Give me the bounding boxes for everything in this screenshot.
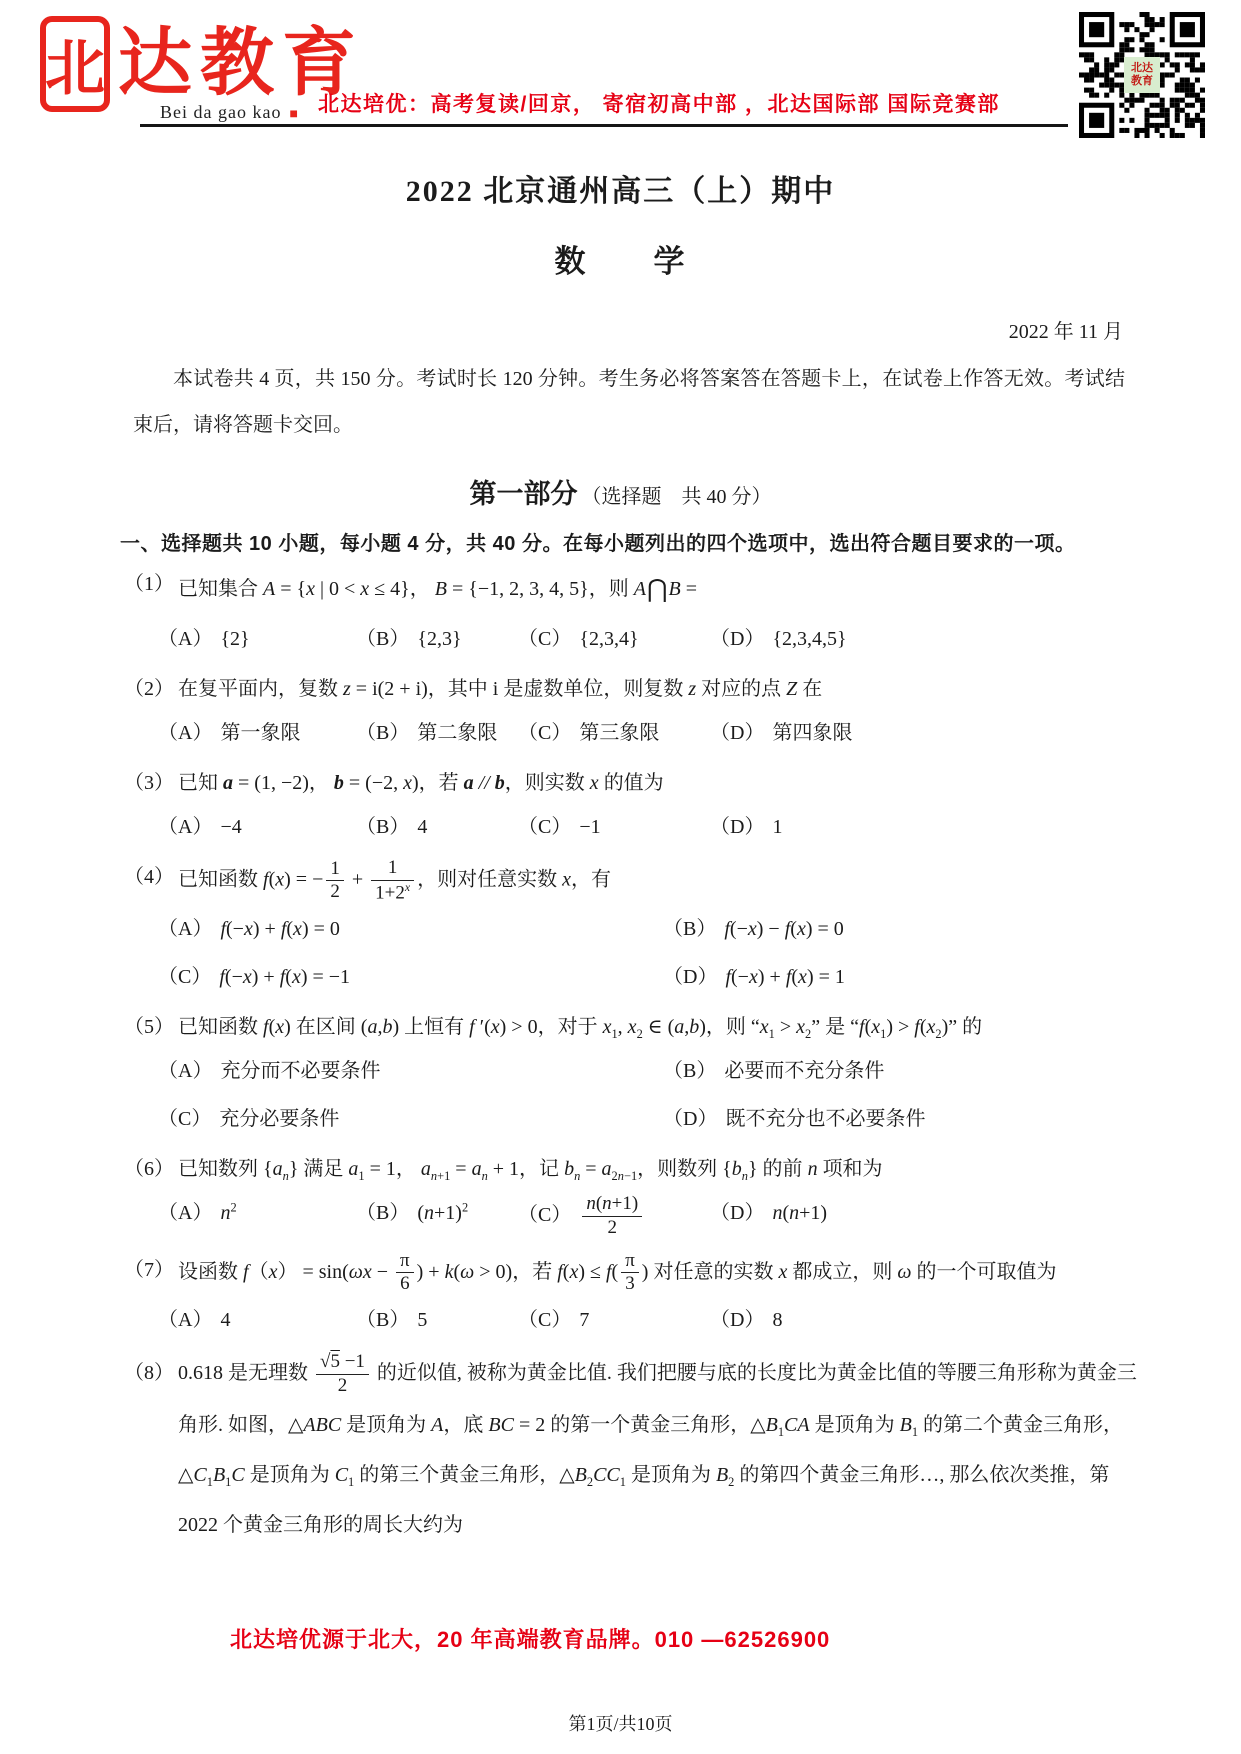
question-3 [124, 761, 1145, 849]
option-label: （B） [663, 917, 717, 940]
question-1 [124, 562, 1145, 661]
option-value: −1 [579, 816, 601, 838]
option-label: （D） [710, 816, 765, 838]
footer [0, 1623, 1241, 1754]
question-number: （4） [124, 866, 174, 888]
question-2-option-C [518, 711, 710, 755]
option-value: $n^2$ [220, 1200, 237, 1224]
option-value: 第一象限 [220, 722, 301, 744]
question-1-option-A [158, 617, 356, 661]
question-5-option-A [158, 1049, 663, 1093]
red-square-icon: ■ [289, 107, 299, 122]
option-value: {2} [220, 628, 250, 650]
question-7-options [158, 1298, 1145, 1342]
option-value: 5 [417, 1309, 428, 1332]
question-number: （1） [124, 573, 174, 595]
option-value: {2,3,4,5} [772, 628, 847, 650]
question-1-option-D [710, 617, 1145, 661]
question-1-option-C [518, 617, 710, 661]
option-value: 4 [417, 816, 428, 838]
option-value: 7 [579, 1309, 590, 1332]
exam-date: 2022 年 11 月 [1008, 321, 1123, 343]
option-label: （D） [710, 1201, 765, 1224]
option-label: （B） [356, 816, 410, 838]
question-3-option-A [158, 805, 356, 849]
option-label: （A） [158, 1201, 213, 1224]
question-3-options [158, 805, 1145, 849]
choice-instructions: 一、选择题共 10 小题，每小题 4 分，共 40 分。在每小题列出的四个选项中，选出符合题目要求的一项。 [120, 533, 1076, 555]
option-value: 4 [220, 1309, 231, 1332]
question-8 [124, 1348, 1145, 1550]
question-7-option-C [518, 1298, 710, 1342]
question-4-options [158, 907, 1145, 999]
option-label: （D） [710, 628, 765, 650]
question-4-option-A [158, 907, 663, 951]
logo-text: 达教育 [118, 23, 364, 105]
question-6-option-B [356, 1191, 518, 1242]
qr-label-line2: 教育 [1131, 75, 1153, 87]
option-label: （A） [158, 722, 213, 744]
option-value: 1 [772, 816, 783, 838]
option-value: f(−x) + f(x) = 1 [725, 965, 845, 988]
logo-seal: 北 [40, 16, 110, 112]
question-6-option-A [158, 1191, 356, 1242]
option-label: （C） [158, 965, 212, 988]
question-number: （3） [124, 772, 174, 794]
page-title: 2022 北京通州高三（上）期中 [405, 175, 836, 208]
question-3-option-D [710, 805, 1145, 849]
question-2-option-B [356, 711, 518, 755]
option-value: 第四象限 [772, 722, 853, 744]
logo-subtitle [160, 102, 299, 123]
logo-subtitle-text: Bei da gao kao [160, 102, 282, 122]
option-label: （D） [710, 1309, 765, 1332]
question-text: 在复平面内，复数 z = i(2 + i)，其中 i 是虚数单位，则复数 z 对应的点 Z 在 [178, 678, 823, 700]
option-label: （A） [158, 628, 213, 650]
question-1-option-B [356, 617, 518, 661]
header [0, 8, 1241, 144]
option-label: （C） [518, 722, 572, 744]
qr-code [1079, 12, 1205, 138]
option-value: f(−x) + f(x) = −1 [219, 965, 351, 988]
question-7 [124, 1248, 1145, 1343]
question-7-option-B [356, 1298, 518, 1342]
question-4-option-D [663, 955, 1145, 999]
question-2 [124, 667, 1145, 755]
question-text: 设函数 f（x） = sin(ωx − $\frac{\pi}{6}$ ) + k(ω > 0)，若 f(x) ≤ f( $\frac{\pi}{3}$ ) 对任意的实数 x 都成立，则 ω 的一个可取值为 [178, 1249, 1057, 1295]
option-value: 第二象限 [417, 722, 498, 744]
option-label: （D） [663, 965, 718, 988]
question-5-option-C [158, 1097, 663, 1141]
question-5-option-B [663, 1049, 1145, 1093]
option-value: 充分而不必要条件 [220, 1059, 381, 1082]
option-value: 第三象限 [579, 722, 660, 744]
question-6-options [158, 1191, 1145, 1242]
question-3-option-C [518, 805, 710, 849]
questions [124, 562, 1145, 1554]
qr-center-label [1124, 57, 1160, 93]
option-value: f(−x) − f(x) = 0 [724, 917, 844, 940]
subject-title: 数 学 [554, 244, 687, 279]
option-label: （B） [356, 722, 410, 744]
option-label: （B） [663, 1059, 717, 1082]
option-label: （A） [158, 917, 213, 940]
option-value: $(n+1)^2$ [417, 1200, 469, 1224]
option-label: （D） [710, 722, 765, 744]
question-7-option-D [710, 1298, 1145, 1342]
option-label: （B） [356, 1309, 410, 1332]
option-label: （A） [158, 1309, 213, 1332]
question-4-option-B [663, 907, 1145, 951]
option-label: （B） [356, 1201, 410, 1224]
exam-instructions-paragraph: 本试卷共 4 页，共 150 分。考试时长 120 分钟。考生务必将答案答在答题卡上，在试卷上作答无效。考试结束后，请将答题卡交回。 [133, 368, 1125, 436]
question-4 [124, 855, 1145, 999]
option-label: （C） [518, 1203, 572, 1226]
question-2-options [158, 711, 1145, 755]
option-value: 充分必要条件 [219, 1107, 340, 1130]
question-1-options [158, 617, 1145, 661]
option-label: （A） [158, 1059, 213, 1082]
footer-promo: 北达培优源于北大，20 年高端教育品牌。010 —62526900 [230, 1627, 831, 1652]
qr-label-line1: 北达 [1131, 62, 1153, 75]
question-6-option-D [710, 1191, 1145, 1242]
option-value: 必要而不充分条件 [724, 1059, 885, 1082]
question-5-option-D [663, 1097, 1145, 1141]
header-tagline: 北达培优：高考复读/回京， 寄宿初高中部 ，北达国际部 国际竞赛部 [318, 93, 1000, 116]
question-7-option-A [158, 1298, 356, 1342]
section-subtitle: （选择题 共 40 分） [581, 486, 772, 508]
question-number: （8） [124, 1362, 174, 1385]
question-number: （7） [124, 1258, 174, 1281]
option-label: （A） [158, 816, 213, 838]
option-label: （C） [518, 1309, 572, 1332]
option-label: （C） [518, 816, 572, 838]
section-heading [0, 472, 1241, 511]
option-value: 既不充分也不必要条件 [725, 1107, 926, 1130]
section-title: 第一部分 [469, 479, 578, 509]
question-text: 0.618 是无理数 $\frac{√5 -1}{2}$ 的近似值, 被称为黄金比值. 我们把腰与底的长度比为黄金比值的等腰三角形称为黄金三角形. 如图，△ABC 是顶角为 A，底 BC = 2 的第一个黄金三角形，$\triangle B_1CA$ 是顶角为 $B_1$ 的第二个黄金三角形，$\triangle C_1B_1C$ 是顶角为 $C_1$ 的第三个黄金三角形，$\triangle B_2CC_1$ 是顶角为 $B_2$ 的第四个黄金三角形…, 那么依次类推，第 2022 个黄金三角形的周长大约为 [178, 1351, 1137, 1536]
question-3-option-B [356, 805, 518, 849]
question-text: 已知集合 A = {x | 0 < x ≤ 4}， B = {−1, 2, 3, 4, 5}，则 A⋂B = [178, 576, 697, 603]
question-number: （6） [124, 1157, 174, 1180]
question-6-option-C [518, 1191, 710, 1242]
option-value: $\frac{n(n+1)}{2}$ [579, 1204, 645, 1226]
option-value: 8 [772, 1309, 783, 1332]
question-6 [124, 1147, 1145, 1242]
option-label: （B） [356, 628, 410, 650]
option-value: n(n+1) [772, 1201, 828, 1224]
question-5-options [158, 1049, 1145, 1141]
option-value: −4 [220, 816, 242, 838]
question-text: 已知数列 $\{a_n\}$ 满足 $a_1 = 1$， $a_{n+1} = a_n + 1$，记 $b_n = a_{2n-1}$，则数列 $\{b_n\}$ 的前 n 项和为 [178, 1157, 883, 1183]
option-value: f(−x) + f(x) = 0 [220, 917, 340, 940]
option-value: {2,3} [417, 628, 462, 650]
option-label: （C） [518, 628, 572, 650]
brand-logo [40, 16, 364, 122]
question-5 [124, 1005, 1145, 1141]
question-2-option-D [710, 711, 1145, 755]
question-text: 已知函数 f(x) = − $\frac{1}{2}$ + $\frac{1}{1+2^x}$ ，则对任意实数 x，有 [178, 857, 611, 904]
page-number: 第1页/共10页 [568, 1714, 673, 1734]
question-2-option-A [158, 711, 356, 755]
header-divider [140, 124, 1068, 127]
question-text: 已知函数 f(x) 在区间 (a,b) 上恒有 f ′(x) > 0，对于 $x_1$, $x_2$ ∈ (a,b)，则 “$x_1 > x_2$” 是 “$f(x_1) > f(x_2)$” 的 [178, 1015, 983, 1041]
question-number: （2） [124, 678, 174, 700]
logo-row [40, 16, 364, 112]
option-value: {2,3,4} [579, 628, 639, 650]
question-text: 已知 a = (1, −2)， b = (−2, x)，若 a // b，则实数 x 的值为 [178, 772, 664, 794]
option-label: （D） [663, 1107, 718, 1130]
option-label: （C） [158, 1107, 212, 1130]
question-4-option-C [158, 955, 663, 999]
question-number: （5） [124, 1015, 174, 1038]
